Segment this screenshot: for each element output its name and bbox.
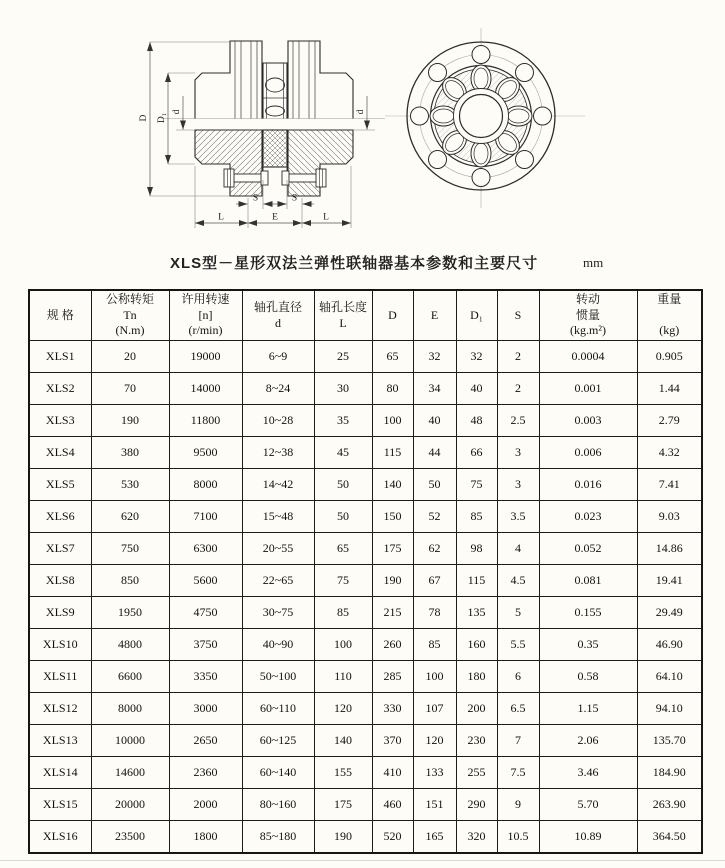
- cell-bore-diameter: 30~75: [242, 597, 314, 629]
- cell-D: 520: [372, 821, 413, 854]
- cell-weight: 364.50: [637, 821, 702, 854]
- column-header-model: 规 格: [29, 290, 91, 341]
- table-row: [29, 661, 702, 693]
- cell-S: 6: [497, 661, 539, 693]
- cell-S: 9: [497, 789, 539, 821]
- cell-bore-diameter: 60~125: [242, 725, 314, 757]
- cell-model: XLS10: [29, 629, 91, 661]
- cell-torque: 70: [91, 373, 169, 405]
- elastic-element-section: [263, 130, 287, 167]
- unit-label: mm: [583, 255, 604, 270]
- cell-D1: 320: [456, 821, 497, 854]
- cell-bore-diameter: 6~9: [242, 341, 314, 373]
- cell-torque: 8000: [91, 693, 169, 725]
- cell-model: XLS3: [29, 405, 91, 437]
- cell-inertia: 5.70: [539, 789, 637, 821]
- flange-detail-lines: [235, 41, 315, 119]
- cell-D: 410: [372, 757, 413, 789]
- column-header-S: S: [497, 290, 539, 341]
- cell-D: 140: [372, 469, 413, 501]
- cell-speed: 4750: [169, 597, 242, 629]
- cell-E: 78: [413, 597, 456, 629]
- cell-inertia: 2.06: [539, 725, 637, 757]
- cell-model: XLS2: [29, 373, 91, 405]
- cell-weight: 135.70: [637, 725, 702, 757]
- table-row: [29, 405, 702, 437]
- cell-inertia: 0.003: [539, 405, 637, 437]
- cell-weight: 0.905: [637, 341, 702, 373]
- cell-S: 3: [497, 437, 539, 469]
- cell-D1: 48: [456, 405, 497, 437]
- cell-weight: 64.10: [637, 661, 702, 693]
- cell-D1: 255: [456, 757, 497, 789]
- cell-speed: 3000: [169, 693, 242, 725]
- cell-weight: 29.49: [637, 597, 702, 629]
- cell-torque: 1950: [91, 597, 169, 629]
- cell-bore-length: 50: [314, 469, 372, 501]
- cell-S: 6.5: [497, 693, 539, 725]
- cell-inertia: 0.35: [539, 629, 637, 661]
- cell-inertia: 1.15: [539, 693, 637, 725]
- spec-table: [28, 289, 703, 854]
- cell-bore-length: 175: [314, 789, 372, 821]
- section-hatch-regions: [195, 130, 353, 196]
- cell-model: XLS14: [29, 757, 91, 789]
- column-header-bore-length: 轴孔长度 L: [314, 290, 372, 341]
- cell-D1: 135: [456, 597, 497, 629]
- cell-S: 5.5: [497, 629, 539, 661]
- cell-bore-diameter: 8~24: [242, 373, 314, 405]
- cell-torque: 750: [91, 533, 169, 565]
- cell-D1: 85: [456, 501, 497, 533]
- cell-inertia: 0.016: [539, 469, 637, 501]
- cell-S: 4: [497, 533, 539, 565]
- cell-bore-length: 75: [314, 565, 372, 597]
- cell-torque: 20000: [91, 789, 169, 821]
- cell-D: 285: [372, 661, 413, 693]
- dim-label-E: E: [272, 212, 278, 223]
- cell-model: XLS9: [29, 597, 91, 629]
- cell-D: 115: [372, 437, 413, 469]
- table-row: [29, 693, 702, 725]
- cell-model: XLS6: [29, 501, 91, 533]
- cell-torque: 530: [91, 469, 169, 501]
- cell-bore-diameter: 60~110: [242, 693, 314, 725]
- cell-speed: 7100: [169, 501, 242, 533]
- cell-D1: 200: [456, 693, 497, 725]
- cell-D1: 66: [456, 437, 497, 469]
- cell-E: 34: [413, 373, 456, 405]
- cell-inertia: 0.081: [539, 565, 637, 597]
- cell-speed: 5600: [169, 565, 242, 597]
- cell-bore-length: 65: [314, 533, 372, 565]
- page-title: XLS型－星形双法兰弹性联轴器基本参数和主要尺寸: [170, 255, 539, 272]
- table-row: [29, 821, 702, 854]
- cell-S: 10.5: [497, 821, 539, 854]
- cell-bore-diameter: 10~28: [242, 405, 314, 437]
- cell-E: 133: [413, 757, 456, 789]
- cell-weight: 2.79: [637, 405, 702, 437]
- table-row: [29, 757, 702, 789]
- side-view-drawing: [95, 28, 395, 233]
- cell-D: 215: [372, 597, 413, 629]
- column-header-torque: 公称转矩 Tn (N.m): [91, 290, 169, 341]
- table-row: [29, 565, 702, 597]
- bore-circle: [460, 95, 503, 138]
- cell-inertia: 0.006: [539, 437, 637, 469]
- cell-weight: 184.90: [637, 757, 702, 789]
- table-row: [29, 501, 702, 533]
- cell-bore-length: 35: [314, 405, 372, 437]
- cell-E: 100: [413, 661, 456, 693]
- cell-E: 44: [413, 437, 456, 469]
- dim-label-D: D: [139, 114, 149, 122]
- cell-E: 62: [413, 533, 456, 565]
- cell-E: 85: [413, 629, 456, 661]
- cell-bore-diameter: 12~38: [242, 437, 314, 469]
- cell-torque: 6600: [91, 661, 169, 693]
- column-header-speed: 许用转速 [n] (r/min): [169, 290, 242, 341]
- page-divider: [0, 860, 725, 861]
- cell-speed: 14000: [169, 373, 242, 405]
- cell-torque: 10000: [91, 725, 169, 757]
- cell-D1: 98: [456, 533, 497, 565]
- cell-D: 260: [372, 629, 413, 661]
- cell-D1: 32: [456, 341, 497, 373]
- cell-D1: 115: [456, 565, 497, 597]
- cell-bore-length: 120: [314, 693, 372, 725]
- cell-model: XLS1: [29, 341, 91, 373]
- cell-bore-length: 50: [314, 501, 372, 533]
- cell-torque: 4800: [91, 629, 169, 661]
- coupling-outline: [195, 41, 353, 119]
- cell-bore-length: 100: [314, 629, 372, 661]
- cell-speed: 6300: [169, 533, 242, 565]
- cell-E: 40: [413, 405, 456, 437]
- cell-speed: 11800: [169, 405, 242, 437]
- cell-model: XLS4: [29, 437, 91, 469]
- cell-weight: 7.41: [637, 469, 702, 501]
- column-header-inertia: 转动 惯量 (kg.m²): [539, 290, 637, 341]
- cell-weight: 46.90: [637, 629, 702, 661]
- cell-weight: 263.90: [637, 789, 702, 821]
- cell-S: 2.5: [497, 405, 539, 437]
- cell-E: 67: [413, 565, 456, 597]
- cell-D: 175: [372, 533, 413, 565]
- cell-D: 370: [372, 725, 413, 757]
- cell-inertia: 3.46: [539, 757, 637, 789]
- cell-torque: 620: [91, 501, 169, 533]
- cell-S: 4.5: [497, 565, 539, 597]
- cell-E: 107: [413, 693, 456, 725]
- cell-D1: 180: [456, 661, 497, 693]
- cell-bore-length: 45: [314, 437, 372, 469]
- cell-inertia: 10.89: [539, 821, 637, 854]
- cell-torque: 20: [91, 341, 169, 373]
- cell-weight: 14.86: [637, 533, 702, 565]
- cell-S: 7.5: [497, 757, 539, 789]
- table-row: [29, 437, 702, 469]
- cell-E: 32: [413, 341, 456, 373]
- cell-model: XLS12: [29, 693, 91, 725]
- cell-model: XLS7: [29, 533, 91, 565]
- cell-bore-diameter: 20~55: [242, 533, 314, 565]
- cell-D: 330: [372, 693, 413, 725]
- table-row: [29, 341, 702, 373]
- cell-D: 100: [372, 405, 413, 437]
- dim-label-d-right: d: [356, 109, 366, 115]
- cell-D1: 75: [456, 469, 497, 501]
- cell-bore-diameter: 80~160: [242, 789, 314, 821]
- cell-speed: 9500: [169, 437, 242, 469]
- cell-speed: 3350: [169, 661, 242, 693]
- cell-inertia: 0.001: [539, 373, 637, 405]
- cell-E: 120: [413, 725, 456, 757]
- table-row: [29, 373, 702, 405]
- cell-model: XLS13: [29, 725, 91, 757]
- cell-model: XLS11: [29, 661, 91, 693]
- cell-bore-length: 85: [314, 597, 372, 629]
- table-row: [29, 725, 702, 757]
- cell-bore-length: 190: [314, 821, 372, 854]
- dim-label-d-left: d: [172, 109, 182, 115]
- cell-D: 190: [372, 565, 413, 597]
- dim-label-L-left: L: [218, 212, 224, 223]
- cell-D: 150: [372, 501, 413, 533]
- cell-bore-diameter: 40~90: [242, 629, 314, 661]
- table-row: [29, 533, 702, 565]
- cell-model: XLS16: [29, 821, 91, 854]
- cell-E: 52: [413, 501, 456, 533]
- cell-E: 50: [413, 469, 456, 501]
- cell-speed: 2650: [169, 725, 242, 757]
- cell-torque: 850: [91, 565, 169, 597]
- dim-label-S-right: S: [291, 193, 298, 204]
- cell-weight: 94.10: [637, 693, 702, 725]
- cell-D1: 290: [456, 789, 497, 821]
- cell-bore-length: 110: [314, 661, 372, 693]
- table-row: [29, 597, 702, 629]
- cell-D1: 160: [456, 629, 497, 661]
- table-row: [29, 629, 702, 661]
- column-header-D1: D₁: [456, 290, 497, 341]
- cell-weight: 9.03: [637, 501, 702, 533]
- cell-inertia: 0.155: [539, 597, 637, 629]
- cell-S: 2: [497, 373, 539, 405]
- cell-bore-diameter: 22~65: [242, 565, 314, 597]
- cell-torque: 23500: [91, 821, 169, 854]
- cell-model: XLS5: [29, 469, 91, 501]
- column-header-E: E: [413, 290, 456, 341]
- cell-weight: 1.44: [637, 373, 702, 405]
- cell-speed: 19000: [169, 341, 242, 373]
- cell-bore-diameter: 50~100: [242, 661, 314, 693]
- cell-torque: 14600: [91, 757, 169, 789]
- table-row: [29, 789, 702, 821]
- cell-bore-diameter: 14~42: [242, 469, 314, 501]
- cell-bore-diameter: 60~140: [242, 757, 314, 789]
- cell-torque: 380: [91, 437, 169, 469]
- cell-weight: 19.41: [637, 565, 702, 597]
- cell-S: 3: [497, 469, 539, 501]
- cell-D: 65: [372, 341, 413, 373]
- table-row: [29, 469, 702, 501]
- cell-weight: 4.32: [637, 437, 702, 469]
- elastic-element-lenses: [266, 78, 285, 116]
- cell-model: XLS8: [29, 565, 91, 597]
- cell-D: 80: [372, 373, 413, 405]
- cell-S: 3.5: [497, 501, 539, 533]
- cell-S: 7: [497, 725, 539, 757]
- cell-D1: 40: [456, 373, 497, 405]
- cell-D1: 230: [456, 725, 497, 757]
- cell-D: 460: [372, 789, 413, 821]
- cell-speed: 2360: [169, 757, 242, 789]
- cell-inertia: 0.052: [539, 533, 637, 565]
- cell-S: 5: [497, 597, 539, 629]
- dim-label-D1: D₁: [157, 112, 167, 124]
- cell-S: 2: [497, 341, 539, 373]
- cell-model: XLS15: [29, 789, 91, 821]
- cell-bore-length: 155: [314, 757, 372, 789]
- cell-speed: 1800: [169, 821, 242, 854]
- cell-inertia: 0.0004: [539, 341, 637, 373]
- column-header-bore-diameter: 轴孔直径 d: [242, 290, 314, 341]
- cell-speed: 3750: [169, 629, 242, 661]
- cell-torque: 190: [91, 405, 169, 437]
- cell-E: 165: [413, 821, 456, 854]
- cell-speed: 8000: [169, 469, 242, 501]
- column-header-D: D: [372, 290, 413, 341]
- header-row: [29, 290, 702, 341]
- cell-inertia: 0.023: [539, 501, 637, 533]
- cell-bore-length: 30: [314, 373, 372, 405]
- dim-label-L-right: L: [323, 212, 329, 223]
- dim-label-S-left: S: [252, 193, 259, 204]
- cell-bore-diameter: 85~180: [242, 821, 314, 854]
- cell-E: 151: [413, 789, 456, 821]
- cell-bore-length: 25: [314, 341, 372, 373]
- cell-bore-length: 140: [314, 725, 372, 757]
- front-view-drawing: [385, 25, 590, 215]
- cell-bore-diameter: 15~48: [242, 501, 314, 533]
- cell-inertia: 0.58: [539, 661, 637, 693]
- cell-speed: 2000: [169, 789, 242, 821]
- column-header-weight: 重量 (kg): [637, 290, 702, 341]
